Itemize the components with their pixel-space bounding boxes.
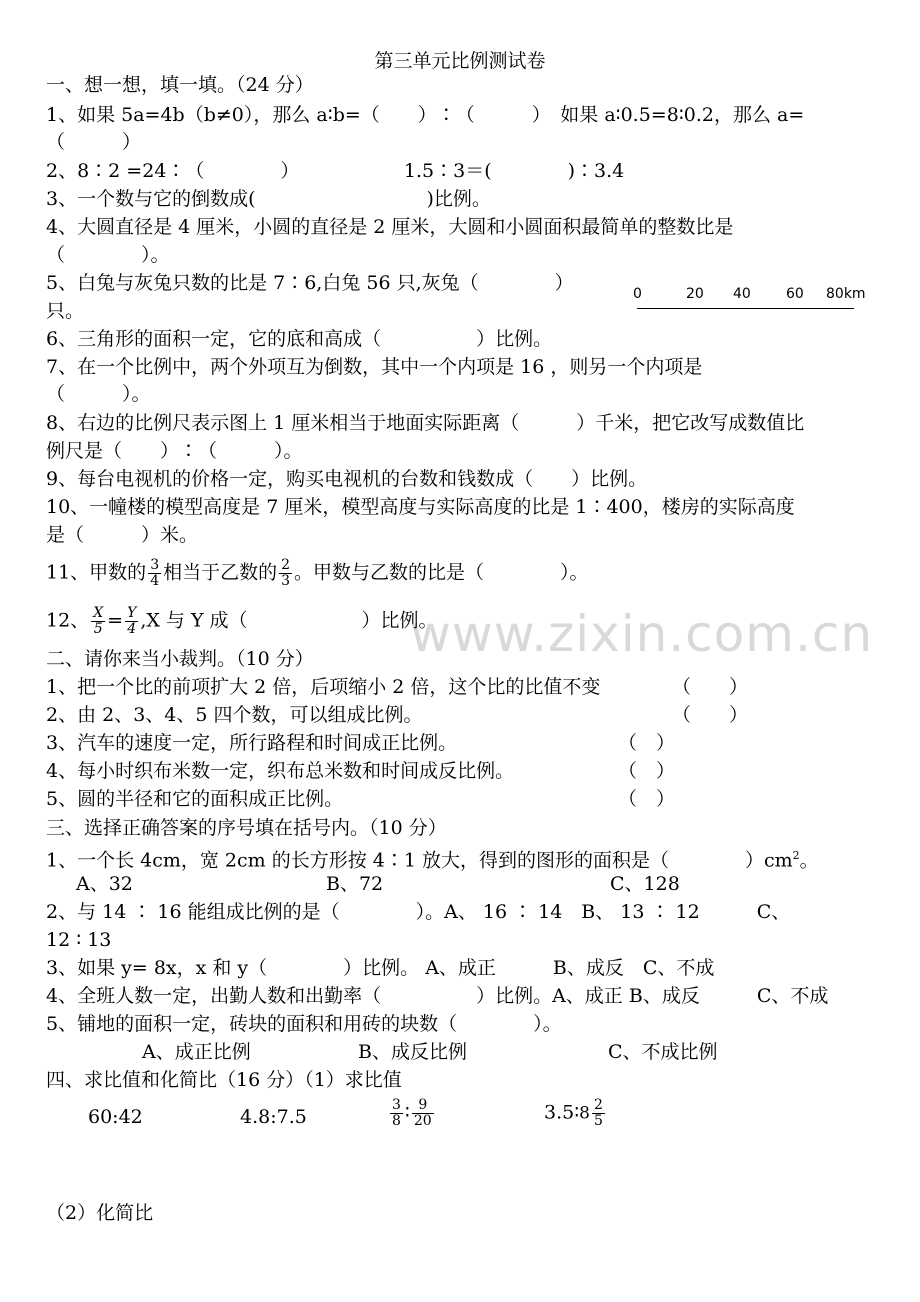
s3-q1: [46, 843, 819, 873]
s1-q2: 2、8∶2 =24∶（ ） 1.5∶3＝( )∶3.4: [46, 160, 625, 182]
s2-item: [46, 786, 343, 812]
s2-answer-paren: （ ）: [672, 704, 749, 726]
section1-heading: 一、想一想，填一填。（24 分）: [46, 74, 314, 96]
ratio-item: 60:42: [88, 1106, 143, 1128]
fraction: [279, 558, 292, 589]
fraction-denominator: 3: [281, 573, 291, 589]
section2-heading: 二、请你来当小裁判。（10 分）: [46, 648, 314, 670]
scale-line: [637, 308, 854, 309]
fraction-numerator: X: [93, 605, 104, 621]
fraction-denominator: 20: [413, 1113, 432, 1129]
fraction: [412, 1098, 434, 1129]
s2-answer-paren: （ ）: [618, 788, 676, 810]
fraction-numerator: Y: [127, 605, 137, 621]
s1-q12: [46, 606, 438, 637]
s1-q1-line1: 1、如果 5a=4b（b≠0），那么 a∶b=（ ）∶（ ） 如果 a∶0.5=8∶0.2，那么 a=: [46, 104, 805, 126]
ratio-separator: ∶: [404, 1101, 410, 1124]
s2-item: [46, 730, 457, 756]
fraction-denominator: 4: [127, 621, 137, 637]
s2-answer-paren: （ ）: [672, 676, 749, 698]
s2-item: [46, 674, 600, 700]
ratio-item: 4.8:7.5: [240, 1106, 307, 1128]
watermark: www.zixin.com.cn: [410, 605, 874, 663]
s2-answer-paren: （ ）: [618, 760, 676, 782]
s2-item-text: 1、把一个比的前项扩大 2 倍，后项缩小 2 倍，这个比的比值不变: [46, 676, 601, 698]
superscript-2: 2: [792, 849, 800, 862]
fraction: [148, 558, 161, 589]
s1-q8-line2: 例尺是（ ）∶（ ）。: [46, 440, 303, 462]
fraction-numerator: 2: [281, 557, 291, 573]
fraction: [91, 606, 105, 637]
s1-q5-line2: 只。: [46, 300, 85, 322]
s1-q7-line1: 7、在一个比例中，两个外项互为倒数，其中一个内项是 16 ，则另一个内项是: [46, 356, 703, 378]
fraction-denominator: 4: [150, 573, 160, 589]
fraction-denominator: 5: [93, 621, 103, 637]
s3-q1-text: 1、一个长 4cm，宽 2cm 的长方形按 4∶1 放大，得到的图形的面积是（ ）cm: [46, 849, 793, 872]
s1-q6: 6、三角形的面积一定，它的底和高成（ ）比例。: [46, 328, 553, 350]
fraction-numerator: 3: [392, 1097, 401, 1113]
s3-q4: 4、全班人数一定，出勤人数和出勤率（ ）比例。A、成正 B、成反 C、不成: [46, 985, 829, 1007]
s1-q4-line2: （ ）。: [46, 244, 170, 266]
q11-post: 。甲数与乙数的比是（ ）。: [294, 561, 589, 584]
s3-q5-option-a: A、成正比例: [142, 1041, 251, 1063]
section4-heading: 四、求比值和化简比（16 分）（1）求比值: [46, 1069, 402, 1091]
ratio-item: [544, 1098, 607, 1129]
s3-q1-option-c: C、128: [610, 873, 680, 895]
fraction-numerator: 9: [412, 1098, 434, 1114]
s2-item-text: 5、圆的半径和它的面积成正比例。: [46, 788, 344, 810]
q11-pre: 11、甲数的: [46, 561, 147, 584]
scale-tick-label: 0: [633, 286, 642, 302]
s2-item-text: 4、每小时织布米数一定，织布总米数和时间成反比例。: [46, 760, 515, 782]
s1-q7-line2: （ ）。: [46, 383, 151, 405]
equals-sign: =: [107, 609, 124, 632]
s2-item: [46, 702, 423, 728]
section3-heading: 三、选择正确答案的序号填在括号内。（10 分）: [46, 817, 447, 839]
s1-q4-line1: 4、大圆直径是 4 厘米，小圆的直径是 2 厘米，大圆和小圆面积最简单的整数比是: [46, 216, 734, 238]
s1-q11: [46, 558, 589, 589]
fraction-numerator: 3: [150, 557, 160, 573]
fraction: [592, 1098, 605, 1129]
scale-tick-label: 80km: [826, 286, 866, 302]
section4-sub2-heading: （2）化简比: [46, 1202, 154, 1224]
s3-q2-line2: 12 ∶ 13: [46, 929, 112, 951]
fraction-numerator: 2: [594, 1097, 603, 1113]
s3-q1-option-b: B、72: [326, 873, 384, 895]
s1-q3: 3、一个数与它的倒数成( )比例。: [46, 188, 491, 210]
s2-item-text: 3、汽车的速度一定，所行路程和时间成正比例。: [46, 732, 458, 754]
q12-post: ,X 与 Y 成（ ）比例。: [140, 609, 438, 632]
scale-tick-label: 20: [686, 286, 704, 302]
s1-q9: 9、每台电视机的价格一定，购买电视机的台数和钱数成（ ）比例。: [46, 468, 648, 490]
fraction: [125, 606, 138, 637]
mixed-number: [579, 1098, 607, 1129]
q11-mid: 相当于乙数的: [163, 561, 278, 584]
mixed-whole: 8: [579, 1103, 590, 1124]
ratio-item: [388, 1098, 436, 1129]
s1-q1-line2: （ ）: [46, 131, 142, 153]
fraction-denominator: 5: [594, 1113, 603, 1129]
s3-q1-end: 。: [799, 849, 819, 872]
s1-q8-line1: 8、右边的比例尺表示图上 1 厘米相当于地面实际距离（ ）千米，把它改写成数值比: [46, 412, 805, 434]
s3-q5-option-c: C、不成比例: [608, 1041, 718, 1063]
ratio-pre: 3.5∶: [544, 1101, 580, 1124]
s1-q10-line2: 是（ ）米。: [46, 524, 199, 546]
page-title: 第三单元比例测试卷: [374, 50, 546, 72]
map-scale-bar: [630, 286, 866, 316]
s1-q5-line1: 5、白兔与灰兔只数的比是 7∶6,白兔 56 只,灰兔（ ）: [46, 272, 574, 294]
scale-tick-label: 40: [733, 286, 751, 302]
s1-q10-line1: 10、一幢楼的模型高度是 7 厘米，模型高度与实际高度的比是 1∶400，楼房的实际高度: [46, 496, 795, 518]
s3-q5-option-b: B、成反比例: [358, 1041, 467, 1063]
s2-item: [46, 758, 514, 784]
s2-answer-paren: （ ）: [618, 732, 676, 754]
s3-q3: 3、如果 y= 8x，x 和 y（ ）比例。 A、成正 B、成反 C、不成: [46, 957, 715, 979]
s3-q5: 5、铺地的面积一定，砖块的面积和用砖的块数（ ）。: [46, 1013, 562, 1035]
scale-tick-label: 60: [786, 286, 804, 302]
s2-item-text: 2、由 2、3、4、5 四个数，可以组成比例。: [46, 704, 423, 726]
s3-q1-option-a: A、32: [76, 873, 133, 895]
q12-pre: 12、: [46, 609, 90, 632]
fraction: [390, 1098, 403, 1129]
fraction-denominator: 8: [392, 1113, 401, 1129]
s3-q2-line1: 2、与 14 ∶ 16 能组成比例的是（ ）。A、 16 ∶ 14 B、 13 ∶ 12 C、: [46, 901, 791, 923]
